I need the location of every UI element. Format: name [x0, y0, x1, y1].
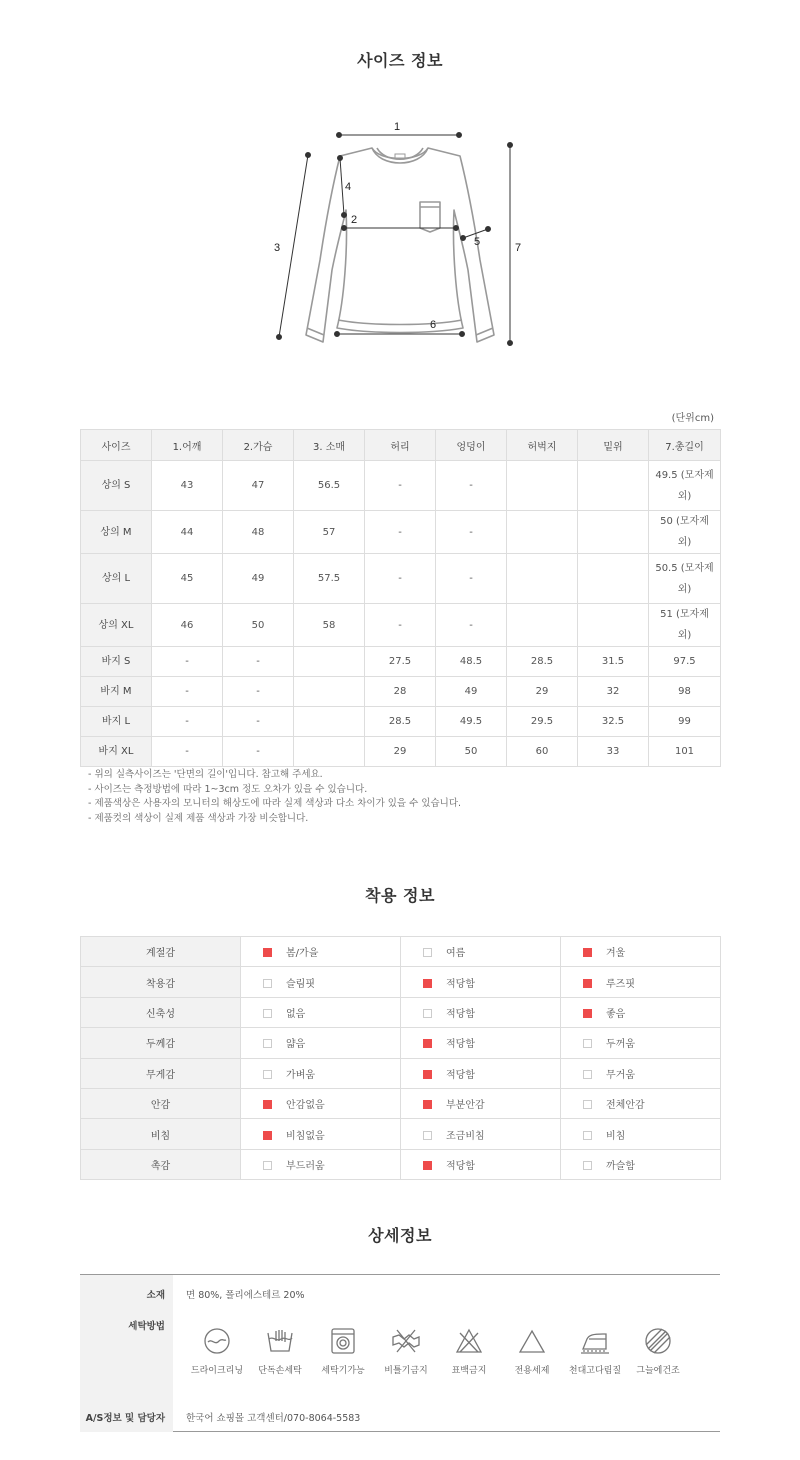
wear-option — [561, 937, 721, 967]
size-cell: - — [365, 604, 436, 647]
size-cell: 50 — [436, 737, 507, 767]
note-item: - 사이즈는 측정방법에 따라 1~3cm 정도 오차가 있을 수 있습니다. — [88, 783, 368, 795]
checked-box-icon — [583, 979, 592, 988]
care-item-label: 세탁기가능 — [321, 1366, 365, 1376]
table-row — [81, 937, 721, 967]
size-cell: 60 — [507, 737, 578, 767]
checked-box-icon — [423, 1161, 432, 1170]
unit-label: (단위cm) — [671, 413, 714, 424]
wear-option-label: 두꺼움 — [606, 1039, 635, 1051]
unchecked-box-icon — [263, 1161, 272, 1170]
detergent-icon — [516, 1325, 548, 1357]
size-row-name: 상의 M — [81, 511, 152, 554]
size-cell — [507, 604, 578, 647]
size-row-name: 바지 XL — [81, 737, 152, 767]
wear-option — [241, 1119, 401, 1149]
table-row — [81, 677, 721, 707]
wear-option-label: 무거움 — [606, 1069, 635, 1081]
col-rise: 밑위 — [578, 430, 649, 461]
checked-box-icon — [423, 1039, 432, 1048]
shade-dry-icon — [642, 1325, 674, 1357]
detail-info-box — [80, 1274, 720, 1432]
table-row — [81, 997, 721, 1027]
tshirt-illustration — [260, 110, 550, 360]
size-cell — [578, 461, 649, 511]
wear-option — [561, 1088, 721, 1118]
wear-option-label: 가벼움 — [286, 1069, 315, 1081]
size-table-header — [81, 430, 721, 461]
note-item: - 위의 실측사이즈는 '단면의 길이'입니다. 참고해 주세요. — [88, 769, 323, 780]
col-hip: 엉덩이 — [436, 430, 507, 461]
label-5: 5 — [474, 236, 481, 248]
table-row — [81, 554, 721, 604]
size-cell: - — [152, 737, 223, 767]
as-label: A/S정보 및 담당자 — [85, 1413, 165, 1424]
size-cell: 51 (모자제외) — [649, 604, 721, 647]
col-waist: 허리 — [365, 430, 436, 461]
wear-option-label: 얇음 — [286, 1039, 306, 1051]
size-cell: 49 — [223, 554, 294, 604]
size-cell: 49.5 — [436, 707, 507, 737]
size-cell: - — [436, 511, 507, 554]
table-row — [81, 461, 721, 511]
size-cell — [507, 511, 578, 554]
care-item-label: 드라이크리닝 — [190, 1366, 244, 1376]
wear-option — [561, 1149, 721, 1179]
size-cell — [294, 737, 365, 767]
size-cell: - — [152, 647, 223, 677]
wear-option — [241, 1149, 401, 1179]
wear-row-label: 비침 — [81, 1119, 241, 1149]
col-chest: 2.가슴 — [223, 430, 294, 461]
wear-option — [561, 967, 721, 997]
wear-row-label: 계절감 — [81, 937, 241, 967]
care-item-label: 전용세제 — [514, 1366, 550, 1376]
wear-option-label: 없음 — [286, 1008, 306, 1020]
no-bleach-icon — [453, 1325, 485, 1357]
size-cell — [507, 461, 578, 511]
unchecked-box-icon — [263, 1009, 272, 1018]
care-item-label: 그늘에건조 — [636, 1366, 680, 1376]
unchecked-box-icon — [423, 948, 432, 957]
table-row — [81, 511, 721, 554]
size-cell: 49.5 (모자제외) — [649, 461, 721, 511]
unchecked-box-icon — [583, 1100, 592, 1109]
wear-option — [241, 997, 401, 1027]
wear-option-label: 적당함 — [446, 1160, 475, 1172]
size-cell: 44 — [152, 511, 223, 554]
size-cell: 57.5 — [294, 554, 365, 604]
label-2: 2 — [351, 214, 358, 226]
unchecked-box-icon — [583, 1161, 592, 1170]
size-cell: - — [223, 737, 294, 767]
wear-option — [241, 937, 401, 967]
unchecked-box-icon — [583, 1039, 592, 1048]
wear-row-label: 착용감 — [81, 967, 241, 997]
wear-option-label: 비침없음 — [286, 1130, 325, 1142]
size-cell: 29 — [507, 677, 578, 707]
table-row — [81, 707, 721, 737]
checked-box-icon — [263, 1131, 272, 1140]
label-7: 7 — [515, 242, 522, 254]
checked-box-icon — [263, 1100, 272, 1109]
unchecked-box-icon — [263, 1039, 272, 1048]
wear-option — [241, 1028, 401, 1058]
care-label: 세탁방법 — [128, 1321, 165, 1332]
care-instructions — [180, 1325, 700, 1385]
size-cell: 29.5 — [507, 707, 578, 737]
care-item-label: 천대고다림질 — [568, 1366, 622, 1376]
size-cell: 50 (모자제외) — [649, 511, 721, 554]
wear-option-label: 부분안감 — [446, 1100, 485, 1112]
wear-option — [401, 1058, 561, 1088]
size-cell: 49 — [436, 677, 507, 707]
size-cell: - — [223, 647, 294, 677]
size-row-name: 바지 L — [81, 707, 152, 737]
hand-wash-icon — [264, 1325, 296, 1357]
as-value: 한국어 쇼핑몰 고객센터/070-8064-5583 — [186, 1413, 361, 1424]
size-cell: - — [365, 461, 436, 511]
wear-option-label: 조금비침 — [446, 1130, 485, 1142]
table-row — [81, 647, 721, 677]
table-row — [81, 1088, 721, 1118]
wear-option — [401, 1028, 561, 1058]
wear-option — [401, 1119, 561, 1149]
garment-diagram — [260, 110, 550, 360]
table-row — [81, 1119, 721, 1149]
wear-option-label: 적당함 — [446, 1008, 475, 1020]
size-row-name: 상의 S — [81, 461, 152, 511]
wear-row-label: 안감 — [81, 1088, 241, 1118]
wear-option — [241, 1088, 401, 1118]
detail-info-title: 상세정보 — [368, 1226, 432, 1245]
wear-row-label: 무게감 — [81, 1058, 241, 1088]
size-cell: 97.5 — [649, 647, 721, 677]
wear-option-label: 봄/가을 — [286, 948, 319, 960]
size-cell: 58 — [294, 604, 365, 647]
wear-option — [241, 1058, 401, 1088]
col-sleeve: 3. 소매 — [294, 430, 365, 461]
size-cell — [578, 604, 649, 647]
table-row — [81, 1058, 721, 1088]
size-row-name: 바지 S — [81, 647, 152, 677]
size-cell: - — [436, 461, 507, 511]
table-row — [81, 737, 721, 767]
size-cell: 46 — [152, 604, 223, 647]
label-3: 3 — [274, 242, 281, 254]
size-cell: - — [365, 511, 436, 554]
checked-box-icon — [423, 979, 432, 988]
unchecked-box-icon — [583, 1131, 592, 1140]
col-length: 7.총길이 — [649, 430, 721, 461]
size-cell — [294, 677, 365, 707]
size-cell: - — [223, 677, 294, 707]
size-cell: 99 — [649, 707, 721, 737]
unchecked-box-icon — [423, 1131, 432, 1140]
size-row-name: 상의 XL — [81, 604, 152, 647]
label-1: 1 — [394, 121, 401, 133]
size-cell: 31.5 — [578, 647, 649, 677]
care-item-label: 단독손세탁 — [258, 1366, 302, 1376]
care-item-label: 비틀기금지 — [384, 1366, 428, 1376]
note-item: - 제품색상은 사용자의 모니터의 해상도에 따라 실제 색상과 다소 차이가 있을 수 있습니다. — [88, 798, 462, 809]
size-cell: 50.5 (모자제외) — [649, 554, 721, 604]
wear-option-label: 안감없음 — [286, 1100, 325, 1112]
table-row — [81, 1149, 721, 1179]
wear-row-label: 두께감 — [81, 1028, 241, 1058]
wear-option-label: 적당함 — [446, 978, 475, 990]
col-shoulder: 1.어깨 — [152, 430, 223, 461]
size-cell: 32.5 — [578, 707, 649, 737]
size-cell: - — [436, 604, 507, 647]
size-row-name: 바지 M — [81, 677, 152, 707]
unchecked-box-icon — [583, 1070, 592, 1079]
size-cell: - — [152, 707, 223, 737]
size-cell: 48.5 — [436, 647, 507, 677]
detail-label-column — [80, 1275, 173, 1432]
label-6: 6 — [430, 319, 437, 331]
care-item — [621, 1325, 695, 1376]
size-cell — [294, 707, 365, 737]
size-cell: 28.5 — [507, 647, 578, 677]
wear-option-label: 좋음 — [606, 1008, 626, 1020]
wear-row-label: 신축성 — [81, 997, 241, 1027]
size-cell: 29 — [365, 737, 436, 767]
size-cell: 98 — [649, 677, 721, 707]
size-cell — [578, 511, 649, 554]
wear-option — [401, 1088, 561, 1118]
unchecked-box-icon — [423, 1009, 432, 1018]
wear-option — [241, 967, 401, 997]
wear-option-label: 적당함 — [446, 1069, 475, 1081]
wear-option-label: 까슬함 — [606, 1160, 635, 1172]
wear-option-label: 겨울 — [606, 948, 626, 960]
wear-row-label: 촉감 — [81, 1149, 241, 1179]
size-cell: 57 — [294, 511, 365, 554]
wear-option — [561, 997, 721, 1027]
wear-option-label: 부드러움 — [286, 1160, 325, 1172]
size-table — [80, 429, 721, 767]
table-row — [81, 604, 721, 647]
size-cell: 47 — [223, 461, 294, 511]
size-row-name: 상의 L — [81, 554, 152, 604]
checked-box-icon — [583, 948, 592, 957]
label-4: 4 — [345, 181, 352, 193]
size-cell — [294, 647, 365, 677]
size-cell: 32 — [578, 677, 649, 707]
size-cell: 27.5 — [365, 647, 436, 677]
size-cell: 48 — [223, 511, 294, 554]
material-label: 소재 — [146, 1290, 165, 1301]
table-row — [81, 967, 721, 997]
checked-box-icon — [583, 1009, 592, 1018]
dry-clean-icon — [201, 1325, 233, 1357]
wear-option — [401, 937, 561, 967]
wear-option-label: 슬림핏 — [286, 978, 315, 990]
material-value: 면 80%, 폴리에스테르 20% — [186, 1290, 305, 1301]
wear-option-label: 루즈핏 — [606, 978, 635, 990]
no-wring-icon — [390, 1325, 422, 1357]
wear-option — [561, 1119, 721, 1149]
checked-box-icon — [423, 1100, 432, 1109]
size-cell: 33 — [578, 737, 649, 767]
size-info-title: 사이즈 정보 — [357, 51, 443, 70]
size-cell: - — [152, 677, 223, 707]
wear-option — [401, 967, 561, 997]
wear-option — [561, 1028, 721, 1058]
wear-info-title: 착용 정보 — [365, 886, 435, 905]
size-cell: 50 — [223, 604, 294, 647]
size-notes — [88, 768, 461, 826]
col-size: 사이즈 — [81, 430, 152, 461]
wear-option — [561, 1058, 721, 1088]
size-cell: - — [223, 707, 294, 737]
size-cell: 45 — [152, 554, 223, 604]
size-cell: 56.5 — [294, 461, 365, 511]
size-cell: - — [436, 554, 507, 604]
size-cell: 28 — [365, 677, 436, 707]
wear-option-label: 적당함 — [446, 1039, 475, 1051]
size-cell: 28.5 — [365, 707, 436, 737]
col-thigh: 허벅지 — [507, 430, 578, 461]
note-item: - 제품컷의 색상이 실제 제품 색상과 가장 비슷합니다. — [88, 812, 309, 824]
checked-box-icon — [263, 948, 272, 957]
size-cell: 43 — [152, 461, 223, 511]
size-cell — [507, 554, 578, 604]
wear-option-label: 여름 — [446, 948, 466, 960]
unchecked-box-icon — [263, 1070, 272, 1079]
table-row — [81, 1028, 721, 1058]
checked-box-icon — [423, 1070, 432, 1079]
size-cell — [578, 554, 649, 604]
unchecked-box-icon — [263, 979, 272, 988]
wear-option — [401, 1149, 561, 1179]
size-cell: 101 — [649, 737, 721, 767]
wear-option-label: 비침 — [606, 1130, 626, 1142]
washing-machine-icon — [327, 1325, 359, 1357]
wear-table — [80, 936, 721, 1180]
size-cell: - — [365, 554, 436, 604]
wear-option-label: 전체안감 — [606, 1100, 645, 1112]
iron-cloth-icon — [579, 1325, 611, 1357]
care-item-label: 표백금지 — [451, 1366, 487, 1376]
wear-option — [401, 997, 561, 1027]
